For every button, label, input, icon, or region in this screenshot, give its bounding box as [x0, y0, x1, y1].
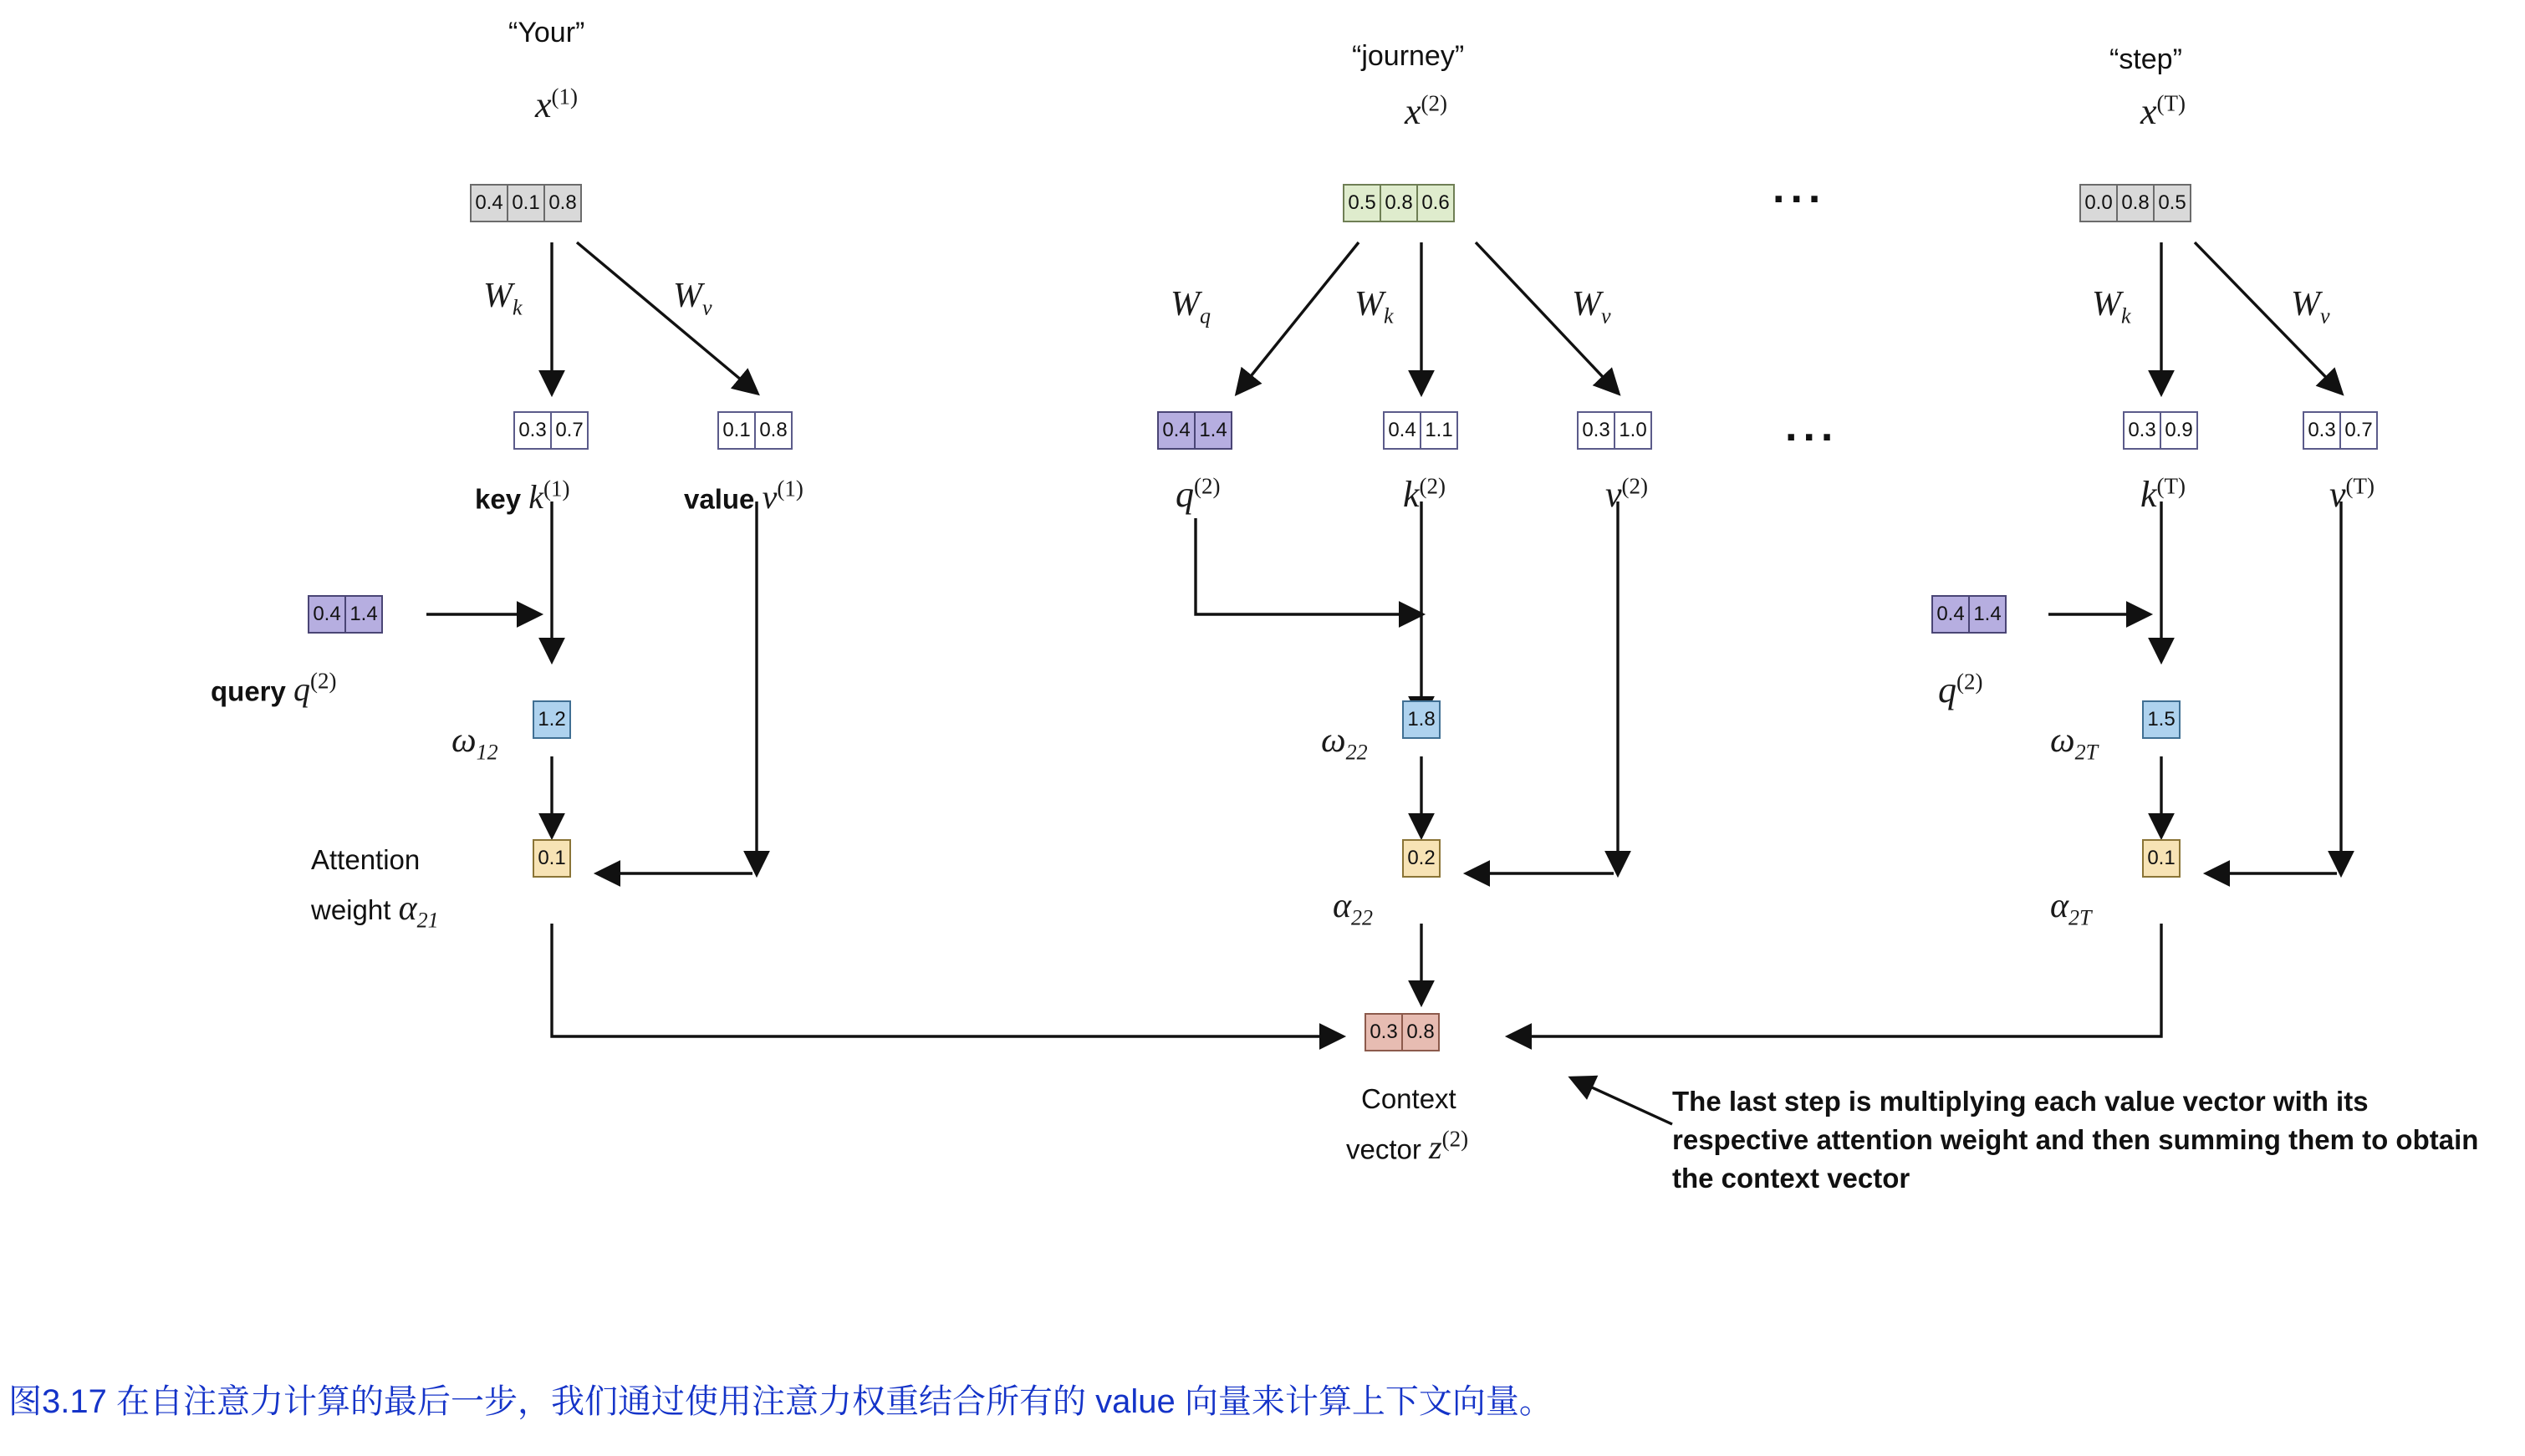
key-label-prefix: key — [475, 483, 529, 515]
wv-label-3 — [2291, 284, 2330, 328]
wk-symbol: W — [2092, 285, 2121, 323]
context-text-line2 — [1346, 1127, 1468, 1167]
word-label-1: “Your” — [508, 17, 585, 48]
input-vector-3 — [2079, 184, 2191, 222]
word-label-2: “journey” — [1352, 40, 1465, 72]
wq-label-2 — [1171, 284, 1211, 328]
input-symbol-2: x — [1405, 91, 1421, 132]
wk-symbol: W — [1354, 285, 1384, 323]
value-label-prefix: value — [684, 483, 763, 515]
vector-cell: 0.8 — [2116, 184, 2155, 222]
attention-weight-text-line2 — [311, 888, 439, 933]
vector-cell: 0.0 — [2079, 184, 2118, 222]
value-label-3 — [2329, 473, 2375, 516]
query-vector-3 — [1931, 595, 2007, 634]
vector-cell: 1.4 — [1194, 411, 1232, 450]
vector-cell: 0.4 — [1383, 411, 1421, 450]
input-label-3 — [2140, 90, 2186, 133]
wk-label-3 — [2092, 284, 2131, 328]
key-vector-3 — [2123, 411, 2198, 450]
vector-cell: 1.5 — [2142, 700, 2181, 739]
query-vector-2 — [1157, 411, 1232, 450]
attention-weight-2 — [1402, 839, 1441, 878]
input-superscript-3: (T) — [2156, 90, 2186, 116]
input-vector-1 — [470, 184, 582, 222]
vector-cell: 0.3 — [1577, 411, 1615, 450]
attention-weight-3 — [2142, 839, 2181, 878]
alpha-subscript: 2T — [2068, 905, 2092, 930]
score-vector-3 — [2142, 700, 2181, 739]
input-superscript-1: (1) — [551, 84, 579, 109]
input-label-1 — [535, 84, 578, 126]
context-symbol: z — [1429, 1128, 1442, 1167]
wv-symbol: W — [1572, 285, 1601, 323]
wv-symbol: W — [673, 277, 702, 315]
alpha-symbol: α — [398, 889, 417, 928]
key-vector-2 — [1383, 411, 1458, 450]
weight-word: weight — [311, 894, 399, 925]
key-label-3 — [2140, 473, 2186, 516]
wk-subscript: k — [1384, 303, 1394, 328]
wk-label-1 — [483, 276, 523, 320]
query-label-prefix: query — [211, 675, 294, 707]
wk-symbol: W — [483, 277, 513, 315]
wq-symbol: W — [1171, 285, 1200, 323]
vector-cell: 1.4 — [344, 595, 383, 634]
value-vector-2 — [1577, 411, 1652, 450]
wv-label-2 — [1572, 284, 1611, 328]
vector-cell: 0.4 — [1931, 595, 1970, 634]
vector-cell: 0.8 — [1380, 184, 1418, 222]
omega-subscript: 12 — [476, 740, 498, 765]
wv-label-1 — [673, 276, 712, 320]
vector-cell: 1.8 — [1402, 700, 1441, 739]
key-symbol: k — [2140, 474, 2157, 515]
vector-cell: 0.1 — [717, 411, 756, 450]
alpha-symbol: α — [2050, 887, 2069, 925]
context-text-line1: Context — [1361, 1083, 1456, 1114]
key-symbol: k — [528, 478, 543, 517]
query-symbol: q — [1938, 669, 1956, 710]
score-vector-2 — [1402, 700, 1441, 739]
value-symbol: v — [762, 478, 778, 517]
wv-subscript: v — [702, 295, 712, 320]
wk-subscript: k — [513, 295, 523, 320]
score-vector-1 — [533, 700, 571, 739]
vector-cell: 0.3 — [1365, 1013, 1403, 1051]
vector-cell: 0.6 — [1416, 184, 1455, 222]
value-vector-1 — [717, 411, 793, 450]
key-label-1 — [475, 476, 569, 517]
omega-label-1 — [451, 720, 498, 765]
wq-subscript: q — [1200, 303, 1211, 328]
wk-subscript: k — [2121, 303, 2131, 328]
vector-cell: 0.3 — [2303, 411, 2341, 450]
input-symbol-1: x — [535, 84, 552, 125]
omega-symbol: ω — [2050, 721, 2075, 760]
word-label-3: “step” — [2109, 43, 2182, 75]
context-superscript: (2) — [1441, 1127, 1469, 1152]
attention-weight-1 — [533, 839, 571, 878]
annotation-note: The last step is multiplying each value vector with its respective attention weight and then summing them to obtain the context vector — [1672, 1086, 2479, 1194]
query-superscript: (2) — [1194, 473, 1221, 499]
value-superscript: (1) — [777, 476, 803, 501]
omega-subscript: 22 — [1345, 740, 1368, 765]
query-superscript: (2) — [1956, 669, 1983, 695]
wk-label-2 — [1354, 284, 1394, 328]
omega-symbol: ω — [451, 721, 477, 760]
vector-cell: 1.2 — [533, 700, 571, 739]
query-symbol: q — [1176, 474, 1194, 515]
vector-cell: 0.4 — [470, 184, 508, 222]
vector-cell: 0.7 — [550, 411, 589, 450]
vector-cell: 0.8 — [1401, 1013, 1440, 1051]
vector-cell: 0.7 — [2339, 411, 2378, 450]
alpha-symbol: α — [1333, 887, 1352, 925]
key-superscript: (1) — [543, 476, 570, 501]
vector-cell: 1.1 — [1420, 411, 1458, 450]
wv-subscript: v — [2320, 303, 2330, 328]
query-label-3 — [1938, 669, 1982, 711]
vector-cell: 0.2 — [1402, 839, 1441, 878]
value-superscript: (T) — [2345, 473, 2375, 499]
alpha-subscript: 21 — [416, 908, 439, 933]
vector-cell: 0.1 — [533, 839, 571, 878]
value-vector-3 — [2303, 411, 2378, 450]
figure-caption: 图3.17 在自注意力计算的最后一步，我们通过使用注意力权重结合所有的 value 向量来计算上下文向量。 — [8, 1383, 1553, 1420]
omega-label-2 — [1321, 720, 1368, 765]
value-symbol: v — [2329, 474, 2346, 515]
ellipsis-top: ... — [1773, 164, 1827, 212]
ellipsis-mid: ... — [1785, 402, 1839, 451]
vector-cell: 0.1 — [507, 184, 545, 222]
input-vector-2 — [1343, 184, 1455, 222]
value-label-1 — [684, 476, 803, 517]
vector-cell: 0.8 — [754, 411, 793, 450]
alpha-label-2 — [1333, 886, 1373, 930]
value-symbol: v — [1605, 474, 1622, 515]
vector-cell: 0.8 — [543, 184, 582, 222]
vector-cell: 1.4 — [1968, 595, 2007, 634]
attention-weight-text-line1: Attention — [311, 844, 421, 875]
value-label-2 — [1605, 473, 1648, 516]
query-vector-1 — [308, 595, 383, 634]
key-label-2 — [1403, 473, 1446, 516]
context-word: vector — [1346, 1133, 1430, 1165]
vector-cell: 0.9 — [2160, 411, 2198, 450]
alpha-subscript: 22 — [1351, 905, 1374, 930]
key-superscript: (2) — [1419, 473, 1446, 499]
key-symbol: k — [1403, 474, 1420, 515]
context-vector — [1365, 1013, 1440, 1051]
input-label-2 — [1405, 90, 1447, 133]
vector-cell: 0.4 — [308, 595, 346, 634]
key-vector-1 — [513, 411, 589, 450]
value-superscript: (2) — [1621, 473, 1649, 499]
query-superscript: (2) — [310, 669, 337, 694]
alpha-label-3 — [2050, 886, 2092, 930]
vector-cell: 0.3 — [513, 411, 552, 450]
query-label-1 — [211, 669, 337, 709]
input-symbol-3: x — [2140, 91, 2157, 132]
omega-label-3 — [2050, 720, 2098, 765]
vector-cell: 0.1 — [2142, 839, 2181, 878]
vector-cell: 0.4 — [1157, 411, 1196, 450]
omega-subscript: 2T — [2074, 740, 2099, 765]
omega-symbol: ω — [1321, 721, 1346, 760]
key-superscript: (T) — [2156, 473, 2186, 499]
query-symbol: q — [293, 670, 311, 709]
vector-cell: 0.5 — [1343, 184, 1381, 222]
input-superscript-2: (2) — [1421, 90, 1448, 116]
wv-symbol: W — [2291, 285, 2320, 323]
vector-cell: 0.5 — [2153, 184, 2191, 222]
query-label-2 — [1176, 473, 1220, 516]
wv-subscript: v — [1601, 303, 1611, 328]
vector-cell: 1.0 — [1614, 411, 1652, 450]
vector-cell: 0.3 — [2123, 411, 2161, 450]
